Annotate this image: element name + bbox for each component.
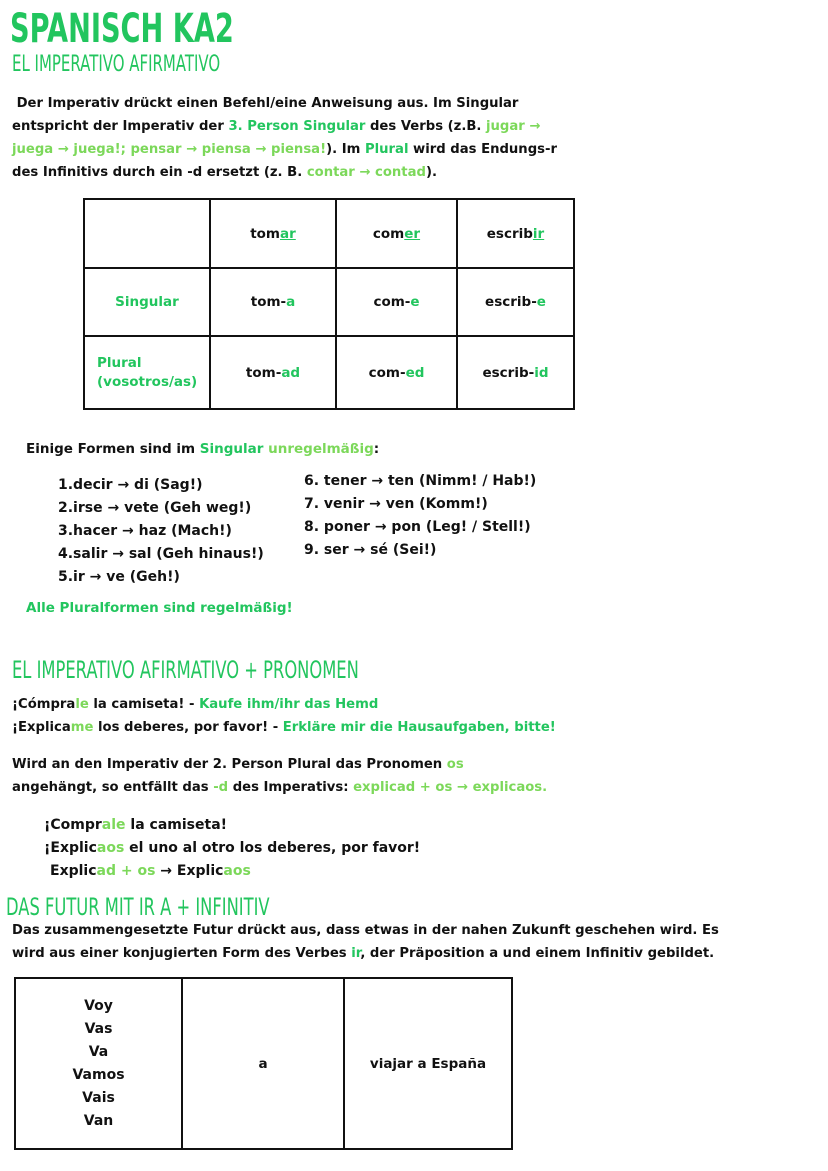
- list-item: 9. ser → sé (Sei!): [304, 542, 437, 558]
- intro-paragraph: Der Imperativ drückt einen Befehl/eine Anweisung aus. Im Singular entspricht der Imperativ der 3. Person Singular des Verbs (z.B. jugar → juega → juega!; pensar → piensa → piensa!). Im Plural wird das Endungs-r des Infinitivs durch ein -d ersetzt (z. B. contar → contad).: [12, 96, 557, 180]
- irregular-list-left: [58, 474, 264, 589]
- table-cell: tom-ad: [210, 336, 336, 409]
- plural-label: Plural (vosotros/as): [84, 336, 210, 409]
- header-escribir: escribir: [457, 199, 574, 268]
- list-item: 2.irse → vete (Geh weg!): [58, 500, 252, 516]
- infinitive-cell: viajar a España: [344, 978, 512, 1149]
- table-cell: escrib-id: [457, 336, 574, 409]
- preposition-cell: a: [182, 978, 344, 1149]
- list-item: 3.hacer → haz (Mach!): [58, 523, 232, 539]
- table-cell: com-e: [336, 268, 457, 336]
- list-item: 4.salir → sal (Geh hinaus!): [58, 546, 264, 562]
- list-item: 8. poner → pon (Leg! / Stell!): [304, 519, 531, 535]
- pronoun-rule: Wird an den Imperativ der 2. Person Plural das Pronomen os angehängt, so entfällt das -d des Imperativs: explicad + os → explicaos.: [12, 757, 548, 795]
- list-item: 6. tener → ten (Nimm! / Hab!): [304, 473, 537, 489]
- ir-form: Vamos: [72, 1066, 125, 1083]
- singular-label: Singular: [84, 268, 210, 336]
- table-cell: com-ed: [336, 336, 457, 409]
- futur-paragraph: Das zusammengesetzte Futur drückt aus, dass etwas in der nahen Zukunft geschehen wird. Es wird aus einer konjugierten Form des Verbes ir, der Präposition a und einem Infinitiv gebildet.: [12, 923, 719, 961]
- table-header-row: [84, 199, 574, 268]
- table-cell-empty: [84, 199, 210, 268]
- conjugation-table: [83, 198, 575, 410]
- section-title-pronomen: EL IMPERATIVO AFIRMATIVO + PRONOMEN: [12, 656, 359, 684]
- irregular-intro: Einige Formen sind im Singular unregelmäßig:: [26, 441, 380, 457]
- ir-form: Voy: [84, 997, 113, 1014]
- table-row-plural: [84, 336, 574, 409]
- futur-table: [14, 977, 513, 1150]
- page-title: SPANISCH KA2: [10, 6, 234, 52]
- ir-form: Vas: [84, 1020, 113, 1037]
- table-row: [15, 978, 512, 1149]
- list-item: 7. venir → ven (Komm!): [304, 496, 488, 512]
- table-cell: escrib-e: [457, 268, 574, 336]
- table-cell: tom-a: [210, 268, 336, 336]
- plural-note: Alle Pluralformen sind regelmäßig!: [26, 600, 293, 616]
- ir-form: Van: [83, 1112, 114, 1129]
- header-tomar: tomar: [210, 199, 336, 268]
- list-item: Explicad + os → Explicaos: [50, 863, 251, 879]
- ir-form: Vais: [82, 1089, 115, 1106]
- list-item: ¡Explicaos el uno al otro los deberes, por favor!: [44, 840, 421, 856]
- table-row-singular: [84, 268, 574, 336]
- section-title-imperativo: EL IMPERATIVO AFIRMATIVO: [12, 52, 221, 77]
- pronoun-samples: [44, 814, 420, 883]
- header-comer: comer: [336, 199, 457, 268]
- ir-form: Va: [88, 1043, 109, 1060]
- section-title-futur: DAS FUTUR MIT IR A + INFINITIV: [6, 893, 270, 921]
- ir-forms-cell: [15, 978, 182, 1149]
- list-item: ¡Comprale la camiseta!: [44, 817, 228, 833]
- pronoun-examples: ¡Cómprale la camiseta! - Kaufe ihm/ihr das Hemd ¡Explicame los deberes, por favor! - Erkläre mir die Hausaufgaben, bitte!: [12, 697, 556, 735]
- irregular-list-right: [304, 470, 536, 562]
- list-item: 5.ir → ve (Geh!): [58, 569, 180, 585]
- list-item: 1.decir → di (Sag!): [58, 477, 203, 493]
